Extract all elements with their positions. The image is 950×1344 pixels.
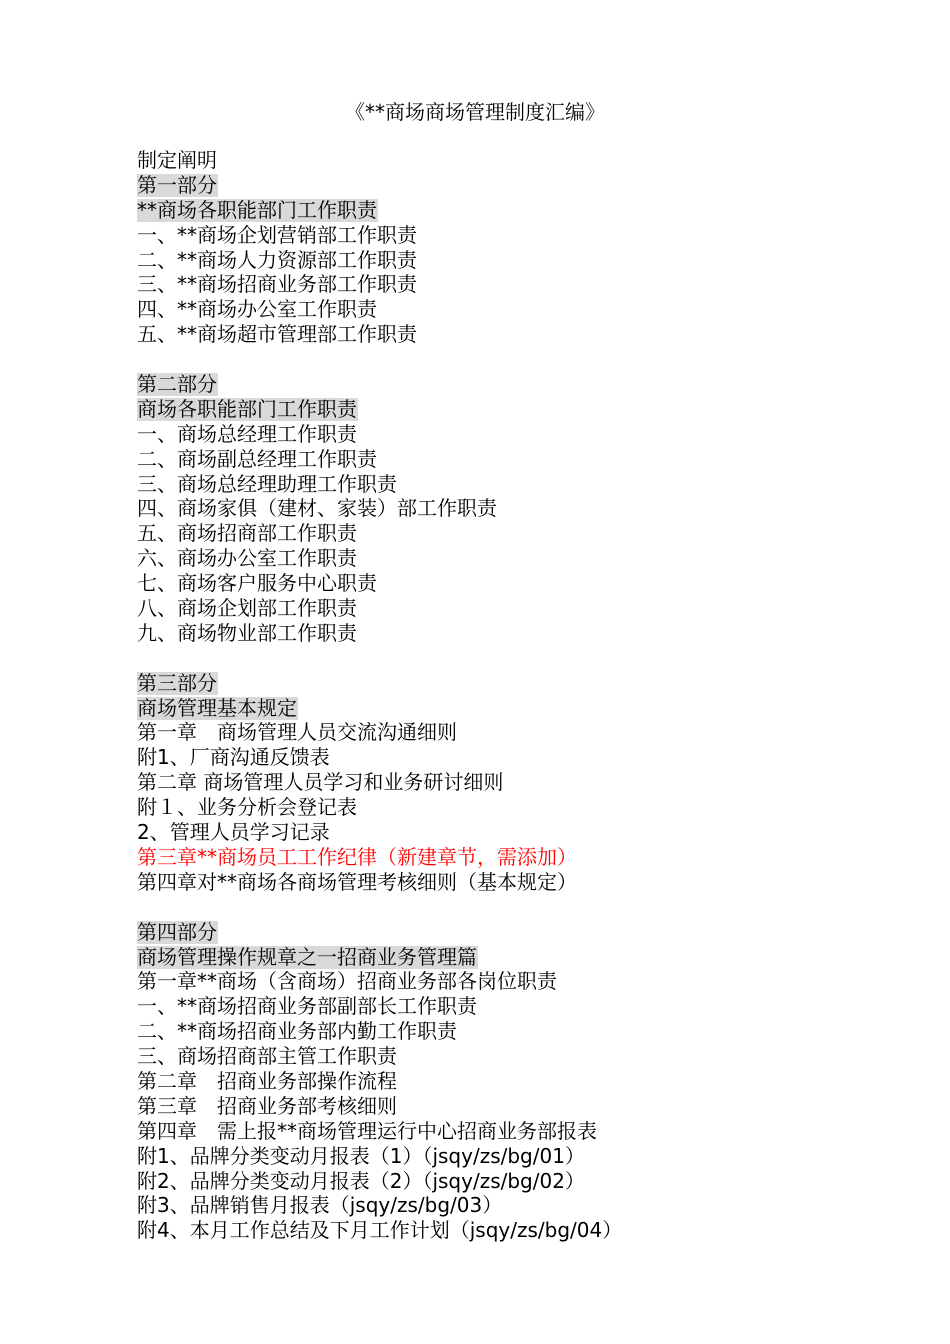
list-item: 附1、厂商沟通反馈表	[137, 745, 330, 770]
list-item: 三、商场招商部主管工作职责	[137, 1044, 397, 1069]
document-body	[137, 148, 917, 1243]
part-2-heading: 商场各职能部门工作职责	[137, 396, 357, 421]
list-item: 第四章 需上报**商场管理运行中心招商业务部报表	[137, 1118, 597, 1143]
list-item-alert: 第三章**商场员工工作纪律（新建章节，需添加）	[137, 844, 577, 869]
list-item: 八、商场企划部工作职责	[137, 596, 357, 621]
spacer	[137, 646, 917, 671]
part-2-label: 第二部分	[137, 372, 217, 397]
list-item: 九、商场物业部工作职责	[137, 620, 357, 645]
list-item: 三、**商场招商业务部工作职责	[137, 272, 417, 297]
preface-line	[137, 148, 917, 173]
list-item: 二、商场副总经理工作职责	[137, 446, 377, 471]
list-item: 三、商场总经理助理工作职责	[137, 471, 397, 496]
part-1-heading: **商场各职能部门工作职责	[137, 197, 377, 222]
list-item: 五、商场招商部工作职责	[137, 521, 357, 546]
list-item: 第二章 招商业务部操作流程	[137, 1068, 397, 1093]
list-item: 七、商场客户服务中心职责	[137, 571, 377, 596]
list-item: 附１、业务分析会登记表	[137, 795, 357, 820]
list-item: 第二章 商场管理人员学习和业务研讨细则	[137, 770, 504, 795]
list-item: 第四章对**商场各商场管理考核细则（基本规定）	[137, 869, 577, 894]
list-item: 2、管理人员学习记录	[137, 820, 330, 845]
spacer	[137, 347, 917, 372]
list-item: 一、商场总经理工作职责	[137, 421, 357, 446]
list-item: 一、**商场招商业务部副部长工作职责	[137, 994, 477, 1019]
part-3-label: 第三部分	[137, 670, 217, 695]
spacer	[137, 895, 917, 920]
list-item: 二、**商场人力资源部工作职责	[137, 247, 417, 272]
list-item: 附1、品牌分类变动月报表（1）（jsqy/zs/bg/01）	[137, 1143, 585, 1168]
list-item: 五、**商场超市管理部工作职责	[137, 322, 417, 347]
document-title: 《**商场商场管理制度汇编》	[345, 100, 605, 124]
list-item: 第一章**商场（含商场）招商业务部各岗位职责	[137, 969, 557, 994]
part-4-label: 第四部分	[137, 919, 217, 944]
list-item: 二、**商场招商业务部内勤工作职责	[137, 1019, 457, 1044]
list-item: 第一章 商场管理人员交流沟通细则	[137, 720, 457, 745]
part-3-heading: 商场管理基本规定	[137, 695, 297, 720]
list-item: 附2、品牌分类变动月报表（2）（jsqy/zs/bg/02）	[137, 1168, 585, 1193]
list-item: 附4、本月工作总结及下月工作计划（jsqy/zs/bg/04）	[137, 1218, 623, 1243]
list-item: 六、商场办公室工作职责	[137, 546, 357, 571]
list-item: 第三章 招商业务部考核细则	[137, 1093, 397, 1118]
list-item: 四、商场家俱（建材、家装）部工作职责	[137, 496, 497, 521]
list-item: 附3、品牌销售月报表（jsqy/zs/bg/03）	[137, 1193, 503, 1218]
part-1-label: 第一部分	[137, 172, 217, 197]
list-item: 四、**商场办公室工作职责	[137, 297, 377, 322]
preface-text: 制定阐明	[137, 148, 217, 172]
list-item: 一、**商场企划营销部工作职责	[137, 222, 417, 247]
part-4-heading: 商场管理操作规章之一招商业务管理篇	[137, 944, 477, 969]
